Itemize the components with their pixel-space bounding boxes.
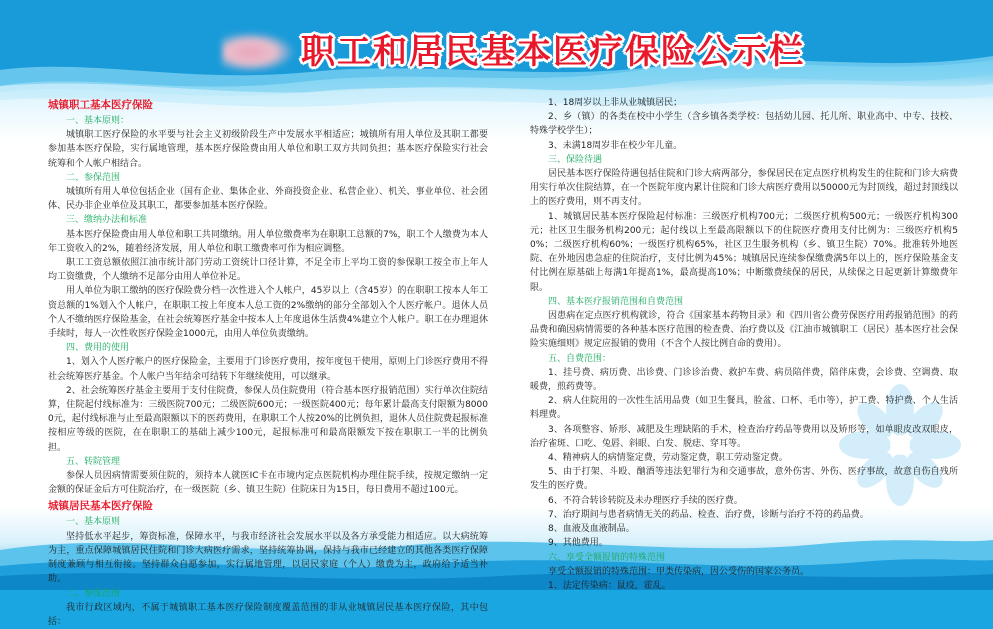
subheading: 二、参保范围 <box>66 588 121 599</box>
list-item: 7、治疗期间与患者病情无关的药品、检查、治疗费，诊断与治疗不符的药品费。 <box>548 509 869 520</box>
subheading: 三、保险待遇 <box>548 154 603 165</box>
list-item: 2、乡（镇）的各类在校中小学生（含乡镇各类学校：包括幼儿园、托儿所、职业高中、中专、技校、特殊学校学生）； <box>530 112 958 137</box>
subheading: 四、基本医疗报销范围和自费范围 <box>548 296 684 307</box>
blurred-logo <box>222 32 294 72</box>
left-column <box>48 96 488 629</box>
list-item: 5、由于打架、斗殴、酗酒等违法犯罪行为和交通事故，意外伤害、外伤、医疗事故，故意自伤自残所发生的医疗费。 <box>530 467 958 492</box>
section-title-resident: 城镇居民基本医疗保险 <box>48 500 153 513</box>
paragraph: 基本医疗保险费由用人单位和职工共同缴纳。用人单位缴费率为在职职工总额的7%，职工个人缴费为本人年工资收入的2%，随着经济发展，用人单位和职工缴费率可作为相应调整。 <box>48 229 488 254</box>
list-item: 9、其他费用。 <box>548 538 608 549</box>
subheading: 三、缴纳办法和标准 <box>66 215 148 226</box>
list-item: 1、法定传染病：鼠疫，霍乱。 <box>548 580 671 591</box>
list-item: 4、精神病人的病情鉴定费，劳动鉴定费，职工劳动鉴定费。 <box>548 453 788 464</box>
paragraph: 1、划入个人医疗帐户的医疗保险金，主要用于门诊医疗费用，按年度包干使用，原则上门诊医疗费用不得社会统筹医疗基金。个人帐户当年结余可结转下年继续使用，可以继承。 <box>48 357 488 382</box>
board-title: 职工和居民基本医疗保险公示栏 <box>301 32 805 72</box>
subheading: 四、费用的使用 <box>66 343 130 354</box>
list-item: 6、不符合转诊转院及未办理医疗手续的医疗费。 <box>548 495 743 506</box>
paragraph: 用人单位为职工缴纳的医疗保险费分档一次性进入个人帐户，45岁以上（含45岁）的在职职工按本人年工资总额的1%划入个人帐户，在职职工按上年度本人总工资的2%缴纳的部分全部划入个人医疗帐户。退休人员个人不缴纳医疗保险基金，在社会统筹医疗基金中按本人上年度退休生活费4%建立个人帐户。职工在办理退休手续时，每人一次性收医疗保险金1000元，由用人单位负责缴纳。 <box>48 286 488 340</box>
subheading: 二、参保范围 <box>66 172 121 183</box>
right-column <box>530 96 958 593</box>
list-item: 1、挂号费、病历费、出诊费、门诊诊治费、救护车费、病员陪伴费，陪伴床费，会诊费、空调费、取暖费，煎药费等。 <box>530 367 958 393</box>
section-title-employee: 城镇职工基本医疗保险 <box>48 99 153 111</box>
subheading: 五、自费范围： <box>548 353 612 364</box>
paragraph: 居民基本医疗保险待遇包括住院和门诊大病两部分，参保居民在定点医疗机构发生的住院和门诊大病费用实行单次住院结算，在一个医院年度内累计住院和门诊大病医疗费用以50000元为封顶线，超过封顶线以上的医疗费用，则不再支付。 <box>530 169 958 208</box>
subheading: 一、基本原则： <box>66 116 130 126</box>
subheading: 一、基本原则 <box>66 517 121 528</box>
paragraph: 坚持低水平起步，筹资标准，保障水平，与我市经济社会发展水平以及各方承受能力相适应。以大病统筹为主，重点保障城镇居民住院和门诊大病医疗需求，坚持统筹协调，保持与我市已经建立的其他各类医疗保障制度兼顾与相互衔接。坚持群众自愿参加，实行属地管理，以居民家庭（个人）缴费为主，政府给予适当补助。 <box>48 531 488 585</box>
subheading: 五、转院管理 <box>66 456 121 467</box>
list-item: 8、血液及血液制品。 <box>548 524 635 535</box>
paragraph: 参保人员因病情需要须住院的，须持本人就医IC卡在市境内定点医院机构办理住院手续，按规定缴纳一定金额的保证金后方可住院治疗，在一级医院（乡、镇卫生院）住院床日为15日，每日费用不超过100元。 <box>48 471 488 496</box>
paragraph: 享受全额报销的特殊范围：甲类传染病，因公受伤的国家公务员。 <box>548 566 810 577</box>
paragraph: 职工工资总额依照江油市统计部门劳动工资统计口径计算，不足全市上平均工资的参保职工按全市上年人均工资缴费，个人缴纳不足部分由用人单位补足。 <box>48 258 488 283</box>
paragraph: 城镇职工医疗保险的水平要与社会主义初级阶段生产中发展水平相适应；城镇所有用人单位及其职工都要参加基本医疗保险，实行属地管理，基本医疗保险费由用人单位和职工双方共同负担；基本医疗保险实行社会统筹和个人帐户相结合。 <box>48 130 488 169</box>
list-item: 2、病人住院用的一次性生活用品费（如卫生餐具，脸盆、口杯、毛巾等），护工费、特护费、个人生活料理费。 <box>530 396 958 421</box>
paragraph: 2、社会统筹医疗基金主要用于支付住院费，参保人员住院费用（符合基本医疗报销范围）实行单次住院结算，住院起付线标准为：三级医院700元；二级医院600元；一级医院400元；每年累计最高支付限额为80000元，起付线标准与止至最高限额以下的医药费用，在职职工个人按20%的比例负担，退休人员住院费起报标准按相应等级的医院，在在职职工的基础上减少100元，起报标准可和最高限额发下按在职职工一半的比例负担。 <box>48 385 488 453</box>
list-item: 3、未满18周岁非在校少年儿童。 <box>548 140 683 151</box>
paragraph: 我市行政区域内，不属于城镇职工基本医疗保险制度覆盖范围的非从业城镇居民基本医疗保险，其中包括： <box>48 602 488 627</box>
paragraph: 1、城镇居民基本医疗保险起付标准：三级医疗机构700元；二级医疗机构500元；一级医疗机构300元；社区卫生服务机构200元；起付线以上至最高限额以下的住院医疗费用支付比例为：三级医疗机构50%；二级医疗机构60%；一级医疗机构65%，社区卫生服务机构（乡、镇卫生院）70%。批准转外地医院、在外地因患急症的住院治疗，支付比例为45%；城镇居民连续参保缴费满5年以上的，医疗保险基金支付比例在原基础上每满1年提高1%，最高提高10%；中断缴费续保的居民，从续保之日起更新计算缴费年限。 <box>530 211 958 293</box>
list-item: 1、18周岁以上非从业城镇居民； <box>548 98 683 108</box>
subheading: 六、享受全额报销的特殊范围 <box>548 552 666 563</box>
paragraph: 城镇所有用人单位包括企业（国有企业、集体企业、外商投资企业、私营企业）、机关、事业单位、社会团体、民办非企业单位及其职工，都要参加基本医疗保险。 <box>48 187 488 212</box>
list-item: 3、各项整容、矫形、减肥及生理缺陷的手术，检查治疗药品等费用以及矫形等，如单眼皮改双眼皮，治疗雀斑、口吃、兔唇、斜眼、白发、脱痣、穿耳等。 <box>530 424 958 449</box>
paragraph: 因患病在定点医疗机构就诊，符合《国家基本药物目录》和《四川省公费劳保医疗用药报销范围》的药品费和确因病情需要的各种基本医疗范围的检查费、治疗费以及《江油市城镇职工（居民）基本医疗社会保险实施细则》规定应报销的费用（不含个人按比例自命的费用）。 <box>530 311 958 350</box>
